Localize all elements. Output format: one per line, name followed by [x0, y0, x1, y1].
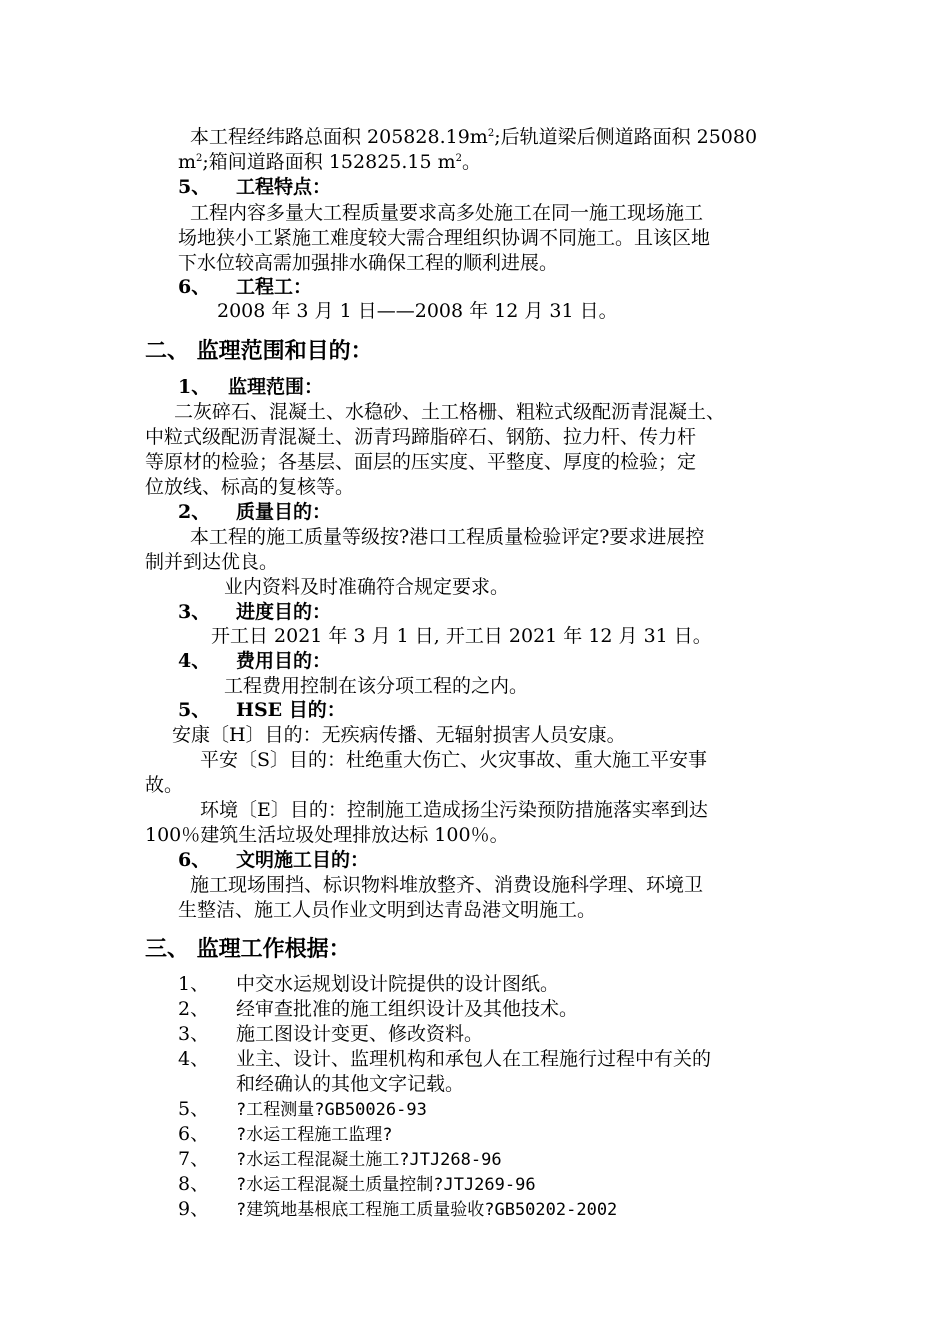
- area-line-1: [190, 125, 757, 149]
- text: 。: [462, 151, 482, 173]
- item-number: 9、: [178, 1198, 210, 1220]
- section-number: 1、: [178, 376, 211, 398]
- item-text: ?工程测量?GB50026-93: [236, 1100, 427, 1120]
- list-item: [178, 1047, 711, 1071]
- text-line: 制并到达优良。: [145, 551, 279, 573]
- item-number: 8、: [178, 1173, 210, 1195]
- text-line: 开工日 2021 年 3 月 1 日, 开工日 2021 年 12 月 31 日。: [211, 625, 712, 647]
- text-line: 安康〔H〕目的：无疾病传播、无辐射损害人员安康。: [172, 724, 626, 746]
- section-heading-hse: [178, 698, 346, 722]
- item-number: 4、: [178, 1048, 210, 1070]
- item-text: ?水运工程混凝土质量控制?JTJ269-96: [236, 1175, 536, 1195]
- chapter-heading: 三、 监理工作根据：: [145, 936, 351, 962]
- item-number: 1、: [178, 973, 210, 995]
- text-line: 平安〔S〕目的：杜绝重大伤亡、火灾事故、重大施工平安事: [200, 749, 708, 771]
- text-line: 业内资料及时准确符合规定要求。: [224, 576, 510, 598]
- text-line: 工程内容多量大工程质量要求高多处施工在同一施工现场施工: [190, 202, 704, 224]
- item-text: 施工图设计变更、修改资料。: [236, 1023, 484, 1045]
- item-text: 中交水运规划设计院提供的设计图纸。: [236, 973, 560, 995]
- section-title: HSE 目的：: [236, 699, 346, 721]
- item-number: 7、: [178, 1148, 210, 1170]
- text-line: 中粒式级配沥青混凝土、沥青玛蹄脂碎石、钢筋、拉力杆、传力杆: [145, 426, 697, 448]
- text-line: 工程费用控制在该分项工程的之内。: [224, 675, 529, 697]
- section-title: 监理范围：: [228, 376, 324, 398]
- section-title: 文明施工目的：: [236, 849, 370, 871]
- text-line: 2008 年 3 月 1 日——2008 年 12 月 31 日。: [217, 300, 618, 322]
- text: ;后轨道梁后侧道路面积 25080: [494, 126, 758, 148]
- section-heading-progress: [178, 600, 331, 624]
- list-item: [178, 972, 559, 996]
- list-item: [178, 1122, 392, 1147]
- text-line: 故。: [145, 774, 184, 796]
- item-text-continued: 和经确认的其他文字记载。: [236, 1073, 465, 1095]
- area-line-2: [178, 150, 481, 174]
- section-number: 2、: [178, 501, 211, 523]
- section-title: 进度目的：: [236, 601, 332, 623]
- chapter-heading: 二、 监理范围和目的：: [145, 338, 373, 364]
- item-text: 经审查批准的施工组织设计及其他技术。: [236, 998, 579, 1020]
- text: m: [178, 151, 197, 173]
- text: ;箱间道路面积 152825.15 m: [202, 151, 456, 173]
- text-line: 下水位较高需加强排水确保工程的顺利进展。: [178, 252, 559, 274]
- text-line: 位放线、标高的复核等。: [145, 476, 355, 498]
- text-line: 本工程的施工质量等级按?港口工程质量检验评定?要求进展控: [190, 526, 705, 548]
- section-heading-cost: [178, 649, 331, 673]
- item-number: 5、: [178, 1098, 210, 1120]
- list-item: [178, 1097, 427, 1122]
- text-line: 生整洁、施工人员作业文明到达青岛港文明施工。: [178, 899, 597, 921]
- item-number: 6、: [178, 1123, 210, 1145]
- section-heading-civil: [178, 848, 369, 872]
- text-line: 二灰碎石、混凝土、水稳砂、土工格栅、粗粒式级配沥青混凝土、: [174, 401, 726, 423]
- section-heading-quality: [178, 500, 331, 524]
- section-number: 4、: [178, 650, 211, 672]
- section-number: 3、: [178, 601, 211, 623]
- text-line: 100％建筑生活垃圾处理排放达标 100％。: [145, 824, 509, 846]
- text-line: 施工现场围挡、标识物料堆放整齐、消费设施科学理、环境卫: [190, 874, 704, 896]
- item-text: ?水运工程混凝土施工?JTJ268-96: [236, 1150, 502, 1170]
- text-line: 场地狭小工紧施工难度较大需合理组织协调不同施工。且该区地: [178, 227, 711, 249]
- list-item: [178, 997, 578, 1021]
- superscript: 2: [455, 153, 463, 164]
- section-title: 工程工：: [236, 276, 313, 298]
- section-number: 5、: [178, 699, 211, 721]
- superscript: 2: [196, 153, 203, 164]
- item-number: 2、: [178, 998, 210, 1020]
- superscript: 2: [487, 128, 495, 139]
- section-title: 质量目的：: [236, 501, 332, 523]
- section-number: 6、: [178, 276, 211, 298]
- list-item: [178, 1147, 502, 1172]
- item-number: 3、: [178, 1023, 210, 1045]
- section-title: 工程特点：: [236, 176, 332, 198]
- section-number: 5、: [178, 176, 211, 198]
- section-heading-scope: [178, 375, 323, 399]
- item-text: 业主、设计、监理机构和承包人在工程施行过程中有关的: [236, 1048, 712, 1070]
- list-item: [178, 1022, 483, 1046]
- list-item: [178, 1172, 536, 1197]
- item-text: ?建筑地基根底工程施工质量验收?GB50202-2002: [236, 1200, 618, 1220]
- text: 本工程经纬路总面积 205828.19m: [190, 126, 488, 148]
- section-heading-features: [178, 175, 331, 199]
- section-title: 费用目的：: [236, 650, 332, 672]
- section-heading-period: [178, 275, 312, 299]
- item-text: ?水运工程施工监理?: [236, 1125, 393, 1145]
- list-item: [178, 1197, 617, 1222]
- text-line: 环境〔E〕目的：控制施工造成扬尘污染预防措施落实率到达: [200, 799, 708, 821]
- section-number: 6、: [178, 849, 211, 871]
- text-line: 等原材的检验；各基层、面层的压实度、平整度、厚度的检验；定: [145, 451, 697, 473]
